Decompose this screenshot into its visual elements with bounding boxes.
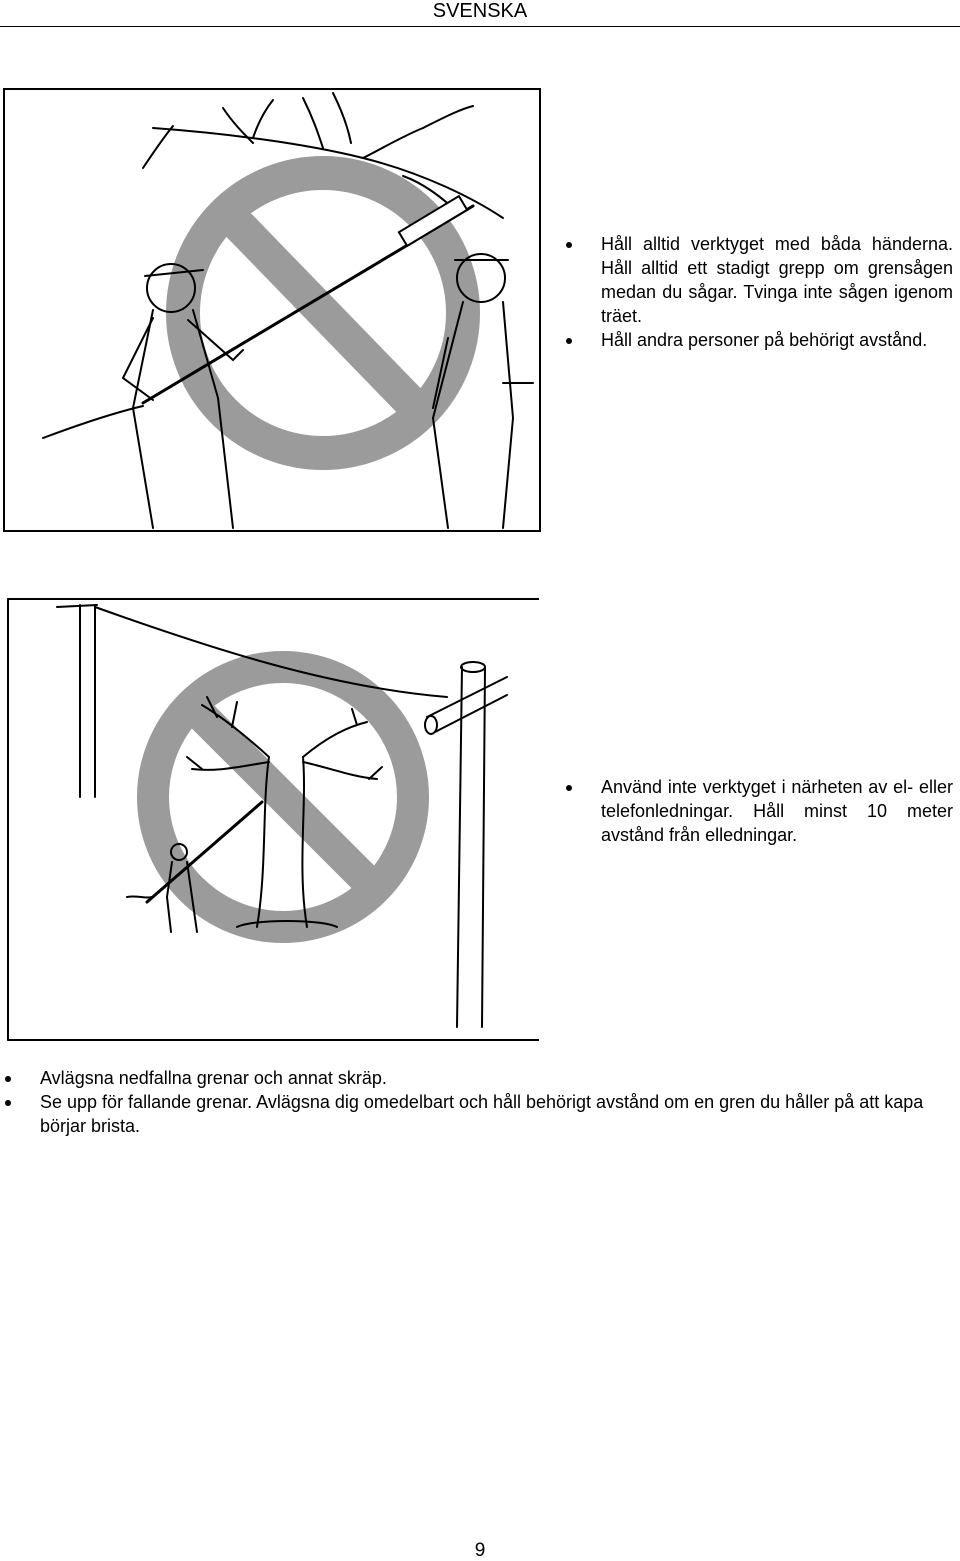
bullet-text: Håll alltid verktyget med båda händerna. Håll alltid ett stadigt grepp om grensågen medan du sågar. Tvinga inte sågen igenom träet. xyxy=(601,234,953,326)
prohibition-sign-icon xyxy=(7,597,539,1042)
list-item xyxy=(601,232,953,328)
bullet-text: Håll andra personer på behörigt avstånd. xyxy=(601,330,928,350)
bullet-icon xyxy=(5,1076,11,1082)
bullet-icon xyxy=(5,1100,11,1106)
prohibition-sign-icon xyxy=(3,88,541,532)
list-item xyxy=(40,1090,955,1138)
list-item xyxy=(601,775,953,847)
bullet-icon xyxy=(566,338,572,344)
header-title: SVENSKA xyxy=(432,0,528,22)
illustration-power-lines xyxy=(7,597,539,1042)
list-item xyxy=(40,1066,955,1090)
page-number: 9 xyxy=(474,1540,486,1561)
list-item xyxy=(601,328,953,352)
bullet-icon xyxy=(566,785,572,791)
bullet-text: Avlägsna nedfallna grenar och annat skräp. xyxy=(40,1068,387,1088)
safety-bullets-debris xyxy=(40,1066,955,1138)
bullet-text: Använd inte verktyget i närheten av el- eller telefonledningar. Håll minst 10 meter avstånd från elledningar. xyxy=(601,777,953,845)
safety-bullets-power-lines xyxy=(601,775,953,847)
bullet-text: Se upp för fallande grenar. Avlägsna dig omedelbart och håll behörigt avstånd om en gren du håller på att kapa börjar brista. xyxy=(40,1092,924,1136)
page-header xyxy=(0,0,960,27)
bullet-icon xyxy=(566,242,572,248)
safety-bullets-hold-tool xyxy=(601,232,953,352)
illustration-pole-saw-bystander xyxy=(3,88,541,532)
